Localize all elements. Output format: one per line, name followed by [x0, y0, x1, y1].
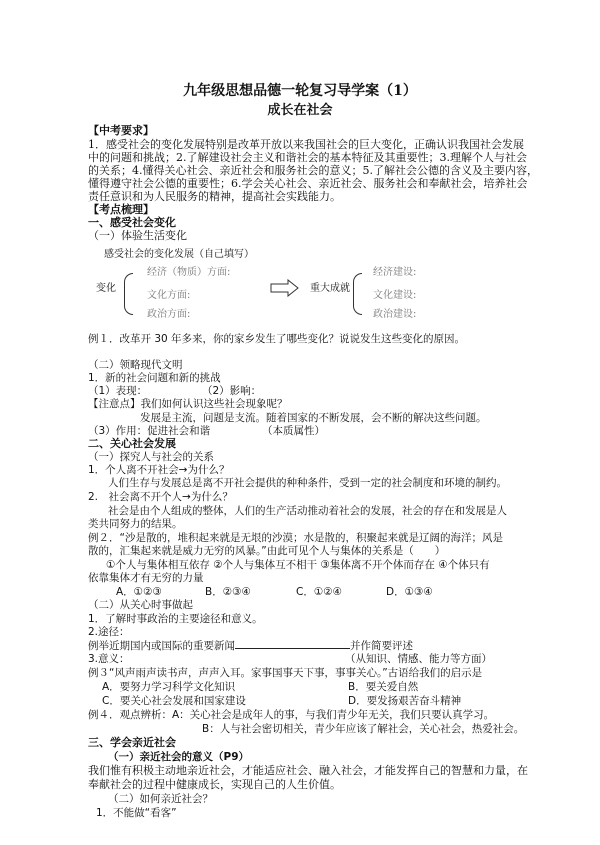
choice-a: A．①②③: [116, 586, 162, 598]
section-3-heading: 三、学会亲近社会: [88, 736, 176, 749]
qinjin-para: 我们惟有积极主动地亲近社会，才能适应社会、融入社会，才能发挥自己的智慧和力量，在: [88, 764, 528, 777]
section-1-1-heading: （一）体验生活变化: [88, 229, 187, 242]
bianhua-label: 变化: [96, 283, 116, 294]
right-arrow-icon: [270, 279, 300, 297]
left-item-politics: 政治方面:: [147, 309, 191, 320]
example-4-b: B：人与社会密切相关，青少年应该了解社会，关心社会，热爱社会。: [202, 723, 525, 735]
news-prompt-end: 并作简要评述: [350, 640, 413, 652]
yiyi-hint: （从知识、情感、能力等方面）: [345, 653, 492, 665]
section-2-2-heading: （二）从关心时事做起: [88, 599, 193, 611]
kaodian-heading: 【考点梳理】: [88, 203, 154, 216]
example-2-options-cont: 依靠集体才有无穷的力量: [88, 572, 204, 584]
kanke-item: 1．不能做“看客”: [96, 807, 177, 819]
new-problems-item: 1．新的社会问题和新的挑战: [88, 372, 221, 384]
choice-b: B．②③④: [205, 586, 251, 598]
requirements-line: 的关系；4.懂得关心社会、亲近社会和服务社会的意义；5.了解社会公德的含义及主要内容，: [88, 164, 538, 177]
example-3-option-d: D．要发扬艰苦奋斗精神: [348, 695, 462, 707]
right-brace: [353, 273, 362, 315]
requirements-heading: 【中考要求】: [88, 124, 154, 137]
requirements-line: 中的问题和挑战；2.了解建设社会主义和谐社会的基本特征及其重要性；3.理解个人与社会: [88, 151, 527, 164]
section-3-2-heading: （二）如何亲近社会？: [108, 793, 213, 805]
section-1-heading: 一、感受社会变化: [88, 216, 176, 229]
example-2-cont: 散的，汇集起来就是威力无穷的风暴。”由此可见个人与集体的关系是（ ）: [88, 545, 446, 557]
shishi-item-1: 1．了解时事政治的主要途径和意义。: [88, 613, 263, 625]
feel-change-label: 感受社会的变化发展（自己填写）: [104, 249, 254, 260]
section-2-heading: 二、关心社会发展: [88, 437, 176, 450]
example-1: 例１．改革开 30 年多来，你的家乡发生了哪些变化？说说发生这些变化的原因。: [88, 333, 466, 345]
section-2-1-heading: （一）探究人与社会的关系: [88, 451, 214, 463]
doc-subtitle: 成长在社会: [267, 103, 333, 118]
yiyi-label: 3.意义：: [88, 653, 130, 665]
biaoxian-label: （1）表现：: [88, 385, 148, 397]
yingxiang-label: （2）影响：: [202, 385, 262, 397]
example-3-option-b: B．要关爱自然: [348, 681, 419, 693]
left-brace: [124, 273, 133, 315]
news-blank: [235, 638, 350, 649]
answer-2-cont: 类共同努力的结果。: [88, 518, 183, 530]
notice-body: 发展是主流，问题是支流。随着国家的不断发展，会不断的解决这些问题。: [140, 412, 487, 424]
zuoyong-line: （3）作用：促进社会和谐: [88, 425, 211, 437]
requirements-line: 责任意识和为人民服务的精神，提高社会实践能力。: [88, 190, 341, 203]
left-item-economy: 经济（物质）方面:: [147, 267, 231, 278]
requirements-line: 懂得遵守社会公德的重要性；6.学会关心社会、亲近社会、服务社会和奉献社会，培养社会: [88, 177, 528, 190]
qinjin-para-cont: 奉献社会的过程中健康成长，实现自己的人生价值。: [88, 778, 341, 791]
example-2: 例２．“沙是散的，堆积起来就是无垠的沙漠；水是散的，积聚起来就是辽阔的海洋；风是: [88, 532, 503, 544]
left-item-culture: 文化方面:: [147, 290, 191, 301]
news-prompt: 例举近期国内或国际的重要新闻: [88, 640, 235, 652]
right-item-culture: 文化建设:: [373, 290, 417, 301]
right-item-economy: 经济建设:: [373, 267, 417, 278]
section-3-1-heading: （一）亲近社会的意义（P9）: [108, 751, 250, 763]
section-1-2-heading: （二）领略现代文明: [88, 359, 183, 371]
example-4: 例４．观点辨析：A：关心社会是成年人的事，与我们青少年无关，我们只要认真学习。: [88, 709, 495, 721]
example-3: 例３“风声雨声读书声，声声入耳。家事国事天下事，事事关心。”古语给我们的启示是: [88, 667, 483, 679]
requirements-line: 1．感受社会的变化发展特别是改革开放以来我国社会的巨大变化，正确认识我国社会发展: [88, 138, 524, 151]
notice-line: 【注意点】我们如何认识这些社会现象呢？: [88, 398, 288, 410]
answer-2: 社会是由个人组成的整体，人们的生产活动推动着社会的发展，社会的存在和发展是人: [108, 505, 507, 517]
example-3-option-a: A．要努力学习科学文化知识: [102, 681, 236, 693]
choice-d: D．①③④: [386, 586, 433, 598]
question-2: 2. 社会离不开个人→为什么？: [88, 491, 233, 503]
answer-1: 人们生存与发展总是离不开社会提供的种种条件，受到一定的社会制度和环境的制约。: [108, 477, 507, 489]
chengjiu-label: 重大成就: [310, 283, 350, 294]
example-3-option-c: C．要关心社会发展和国家建设: [102, 695, 246, 707]
choice-c: C．①②④: [296, 586, 343, 598]
doc-title: 九年级思想品德一轮复习导学案（1）: [183, 83, 417, 99]
benzhi-label: （本质属性）: [262, 425, 325, 437]
example-2-options: ①个人与集体相互依存 ②个人与集体互不相干 ③集体离不开个体而存在 ④个体只有: [106, 559, 490, 571]
question-1: 1．个人离不开社会→为什么？: [88, 464, 230, 476]
news-line: [88, 638, 413, 653]
right-item-politics: 政治建设:: [373, 309, 417, 320]
tujing-label: 2.途径：: [88, 626, 130, 638]
